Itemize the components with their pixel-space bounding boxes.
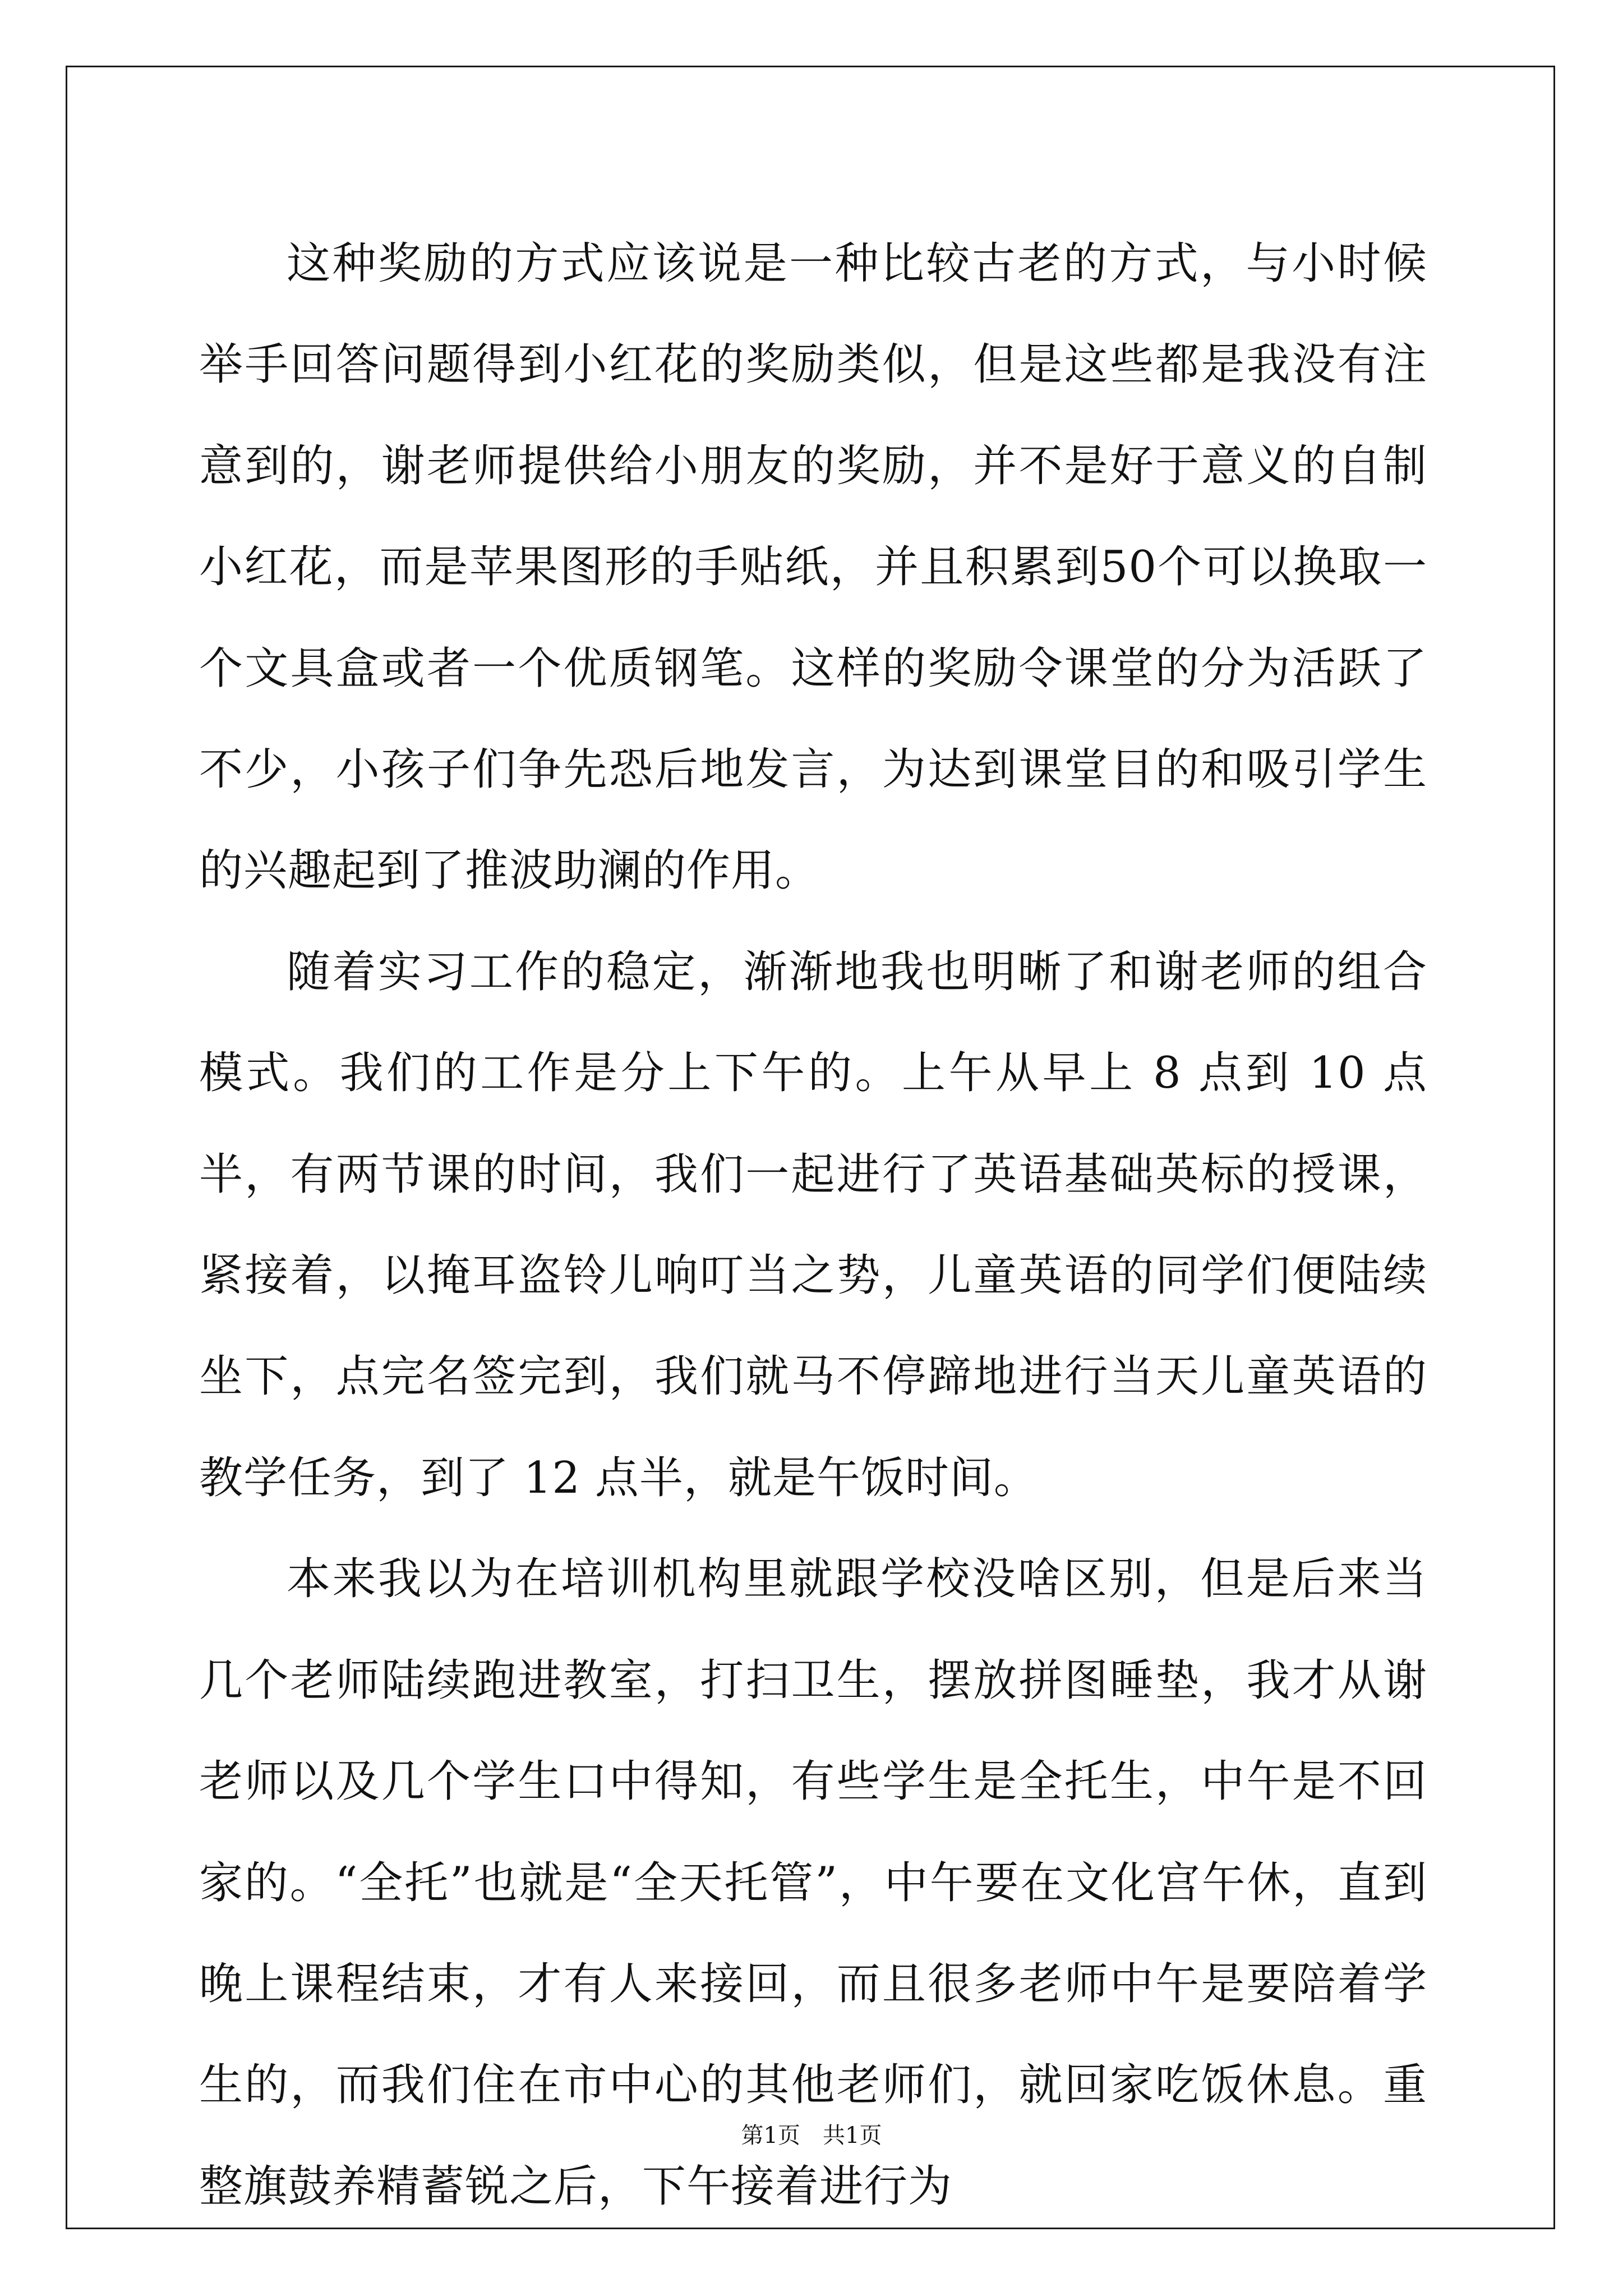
paragraph-2: 随着实习工作的稳定，渐渐地我也明晰了和谢老师的组合模式。我们的工作是分上下午的。上午从早上 8 点到 10 点半，有两节课的时间，我们一起进行了英语基础英标的授课，紧接着，以掩耳盗铃儿响叮当之势，儿童英语的同学们便陆续坐下，点完名签完到，我们就马不停蹄地进行当天儿童英语的教学任务，到了 12 点半，就是午饭时间。 [199,946,1427,1503]
paragraph-1: 这种奖励的方式应该说是一种比较古老的方式，与小时候举手回答问题得到小红花的奖励类似，但是这些都是我没有注意到的，谢老师提供给小朋友的奖励，并不是好于意义的自制小红花，而是苹果图形的手贴纸，并且积累到50个可以换取一个文具盒或者一个优质钢笔。这样的奖励令课堂的分为活跃了不少，小孩子们争先恐后地发言，为达到课堂目的和吸引学生的兴趣起到了推波助澜的作用。 [199,238,1427,896]
paragraph-3: 本来我以为在培训机构里就跟学校没啥区别，但是后来当几个老师陆续跑进教室，打扫卫生，摆放拼图睡垫，我才从谢老师以及几个学生口中得知，有些学生是全托生，中午是不回家的。“全托”也就是“全天托管”，中午要在文化宫午休，直到晚上课程结束，才有人来接回，而且很多老师中午是要陪着学生的，而我们住在市中心的其他老师们，就回家吃饭休息。重整旗鼓养精蓄锐之后，下午接着进行为 [199,1554,1427,2212]
page-footer [0,2122,1623,2150]
page-total: 共1页 [823,2123,882,2148]
page-number: 第1页 [741,2123,800,2148]
document-body [199,213,1427,2237]
